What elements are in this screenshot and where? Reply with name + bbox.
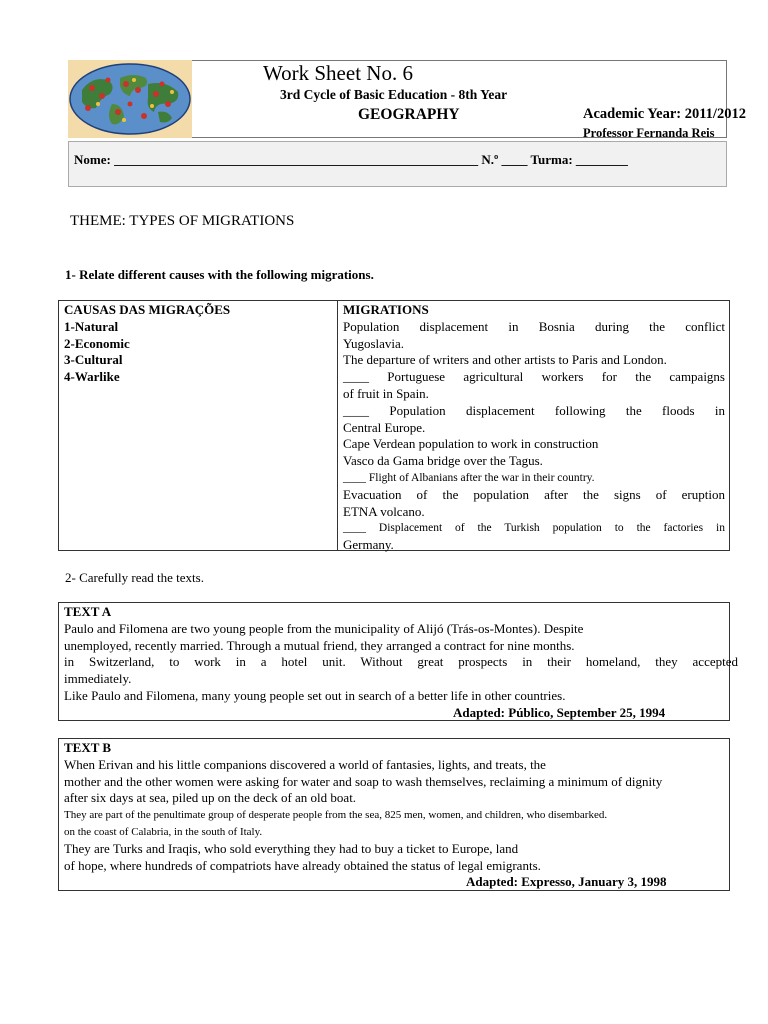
text-a-heading: TEXT A bbox=[64, 604, 112, 619]
text-b-line: mother and the other women were asking for water and soap to wash themselves, reclaiming a minimum of dignity bbox=[64, 773, 663, 789]
text-b-line: after six days at sea, piled up on the deck of an old boat. bbox=[64, 790, 357, 806]
world-map-logo bbox=[68, 60, 192, 138]
migrations-header: MIGRATIONS bbox=[343, 302, 429, 317]
migration-line: Germany. bbox=[343, 537, 394, 553]
migration-line: Cape Verdean population to work in construction bbox=[343, 436, 599, 452]
text-b-line: They are Turks and Iraqis, who sold everything they had to buy a ticket to Europe, land bbox=[64, 840, 519, 856]
text-a-line: Paulo and Filomena are two young people from the municipality of Alijó (Trás-os-Montes). Despite bbox=[64, 620, 584, 636]
text-b-line: When Erivan and his little companions discovered a world of fantasies, lights, and treats, the bbox=[64, 756, 546, 772]
migration-line: Evacuation of the population after the signs of eruption bbox=[343, 486, 725, 502]
migrations-column bbox=[343, 302, 725, 554]
text-a-line: unemployed, recently married. Through a mutual friend, they arranged a contract for nine months. bbox=[64, 637, 575, 653]
text-b-heading: TEXT B bbox=[64, 740, 112, 755]
professor-name: Professor Fernanda Reis bbox=[583, 126, 715, 140]
text-a-body bbox=[64, 604, 738, 705]
migration-line: ____ Flight of Albanians after the war in their country. bbox=[343, 471, 595, 484]
migration-line: ____ Population displacement following the floods in bbox=[343, 402, 725, 418]
text-b-line: of hope, where hundreds of compatriots have already obtained the status of legal emigrants. bbox=[64, 857, 541, 873]
cause-item: 2-Economic bbox=[64, 335, 130, 351]
text-a-line: immediately. bbox=[64, 671, 132, 687]
table-column-divider bbox=[337, 301, 338, 550]
student-name-field[interactable]: Nome: ________________________________________________________ N.º ____ Turma: ________ bbox=[74, 152, 628, 167]
migration-line: of fruit in Spain. bbox=[343, 385, 429, 401]
causes-column bbox=[64, 302, 230, 386]
migration-line: Vasco da Gama bridge over the Tagus. bbox=[343, 453, 543, 469]
education-cycle: 3rd Cycle of Basic Education - 8th Year bbox=[280, 87, 508, 102]
text-b-line: They are part of the penultimate group of desperate people from the sea, 825 men, women, and children, who disembarked. bbox=[64, 809, 608, 822]
migration-line: Central Europe. bbox=[343, 419, 426, 435]
text-b-body bbox=[64, 740, 732, 874]
text-b-line: on the coast of Calabria, in the south of Italy. bbox=[64, 825, 263, 838]
migration-line: ____ Portuguese agricultural workers for the campaigns bbox=[343, 369, 725, 385]
cause-item: 3-Cultural bbox=[64, 352, 123, 368]
causes-header: CAUSAS DAS MIGRAÇÕES bbox=[64, 302, 231, 317]
migration-line: Yugoslavia. bbox=[343, 335, 405, 351]
theme-heading: THEME: TYPES OF MIGRATIONS bbox=[70, 213, 295, 229]
text-a-source: Adapted: Público, September 25, 1994 bbox=[453, 705, 666, 720]
question-1: 1- Relate different causes with the following migrations. bbox=[65, 267, 374, 282]
migration-line: Population displacement in Bosnia during the conflict bbox=[343, 318, 725, 334]
question-2: 2- Carefully read the texts. bbox=[65, 570, 204, 585]
academic-year: Academic Year: 2011/2012 bbox=[583, 106, 746, 122]
text-b-source: Adapted: Expresso, January 3, 1998 bbox=[466, 874, 667, 889]
cause-item: 4-Warlike bbox=[64, 369, 120, 385]
text-a-line: in Switzerland, to work in a hotel unit. Without great prospects in their homeland, they accepted bbox=[64, 654, 738, 670]
migration-line: The departure of writers and other artists to Paris and London. bbox=[343, 352, 667, 368]
migration-line: ____ Displacement of the Turkish population to the factories in bbox=[343, 522, 725, 535]
subject-title: GEOGRAPHY bbox=[358, 106, 460, 123]
worksheet-title: Work Sheet No. 6 bbox=[263, 61, 413, 85]
cause-item: 1-Natural bbox=[64, 318, 119, 334]
migration-line: ETNA volcano. bbox=[343, 503, 425, 519]
text-a-line: Like Paulo and Filomena, many young people set out in search of a better life in other countries. bbox=[64, 687, 566, 703]
